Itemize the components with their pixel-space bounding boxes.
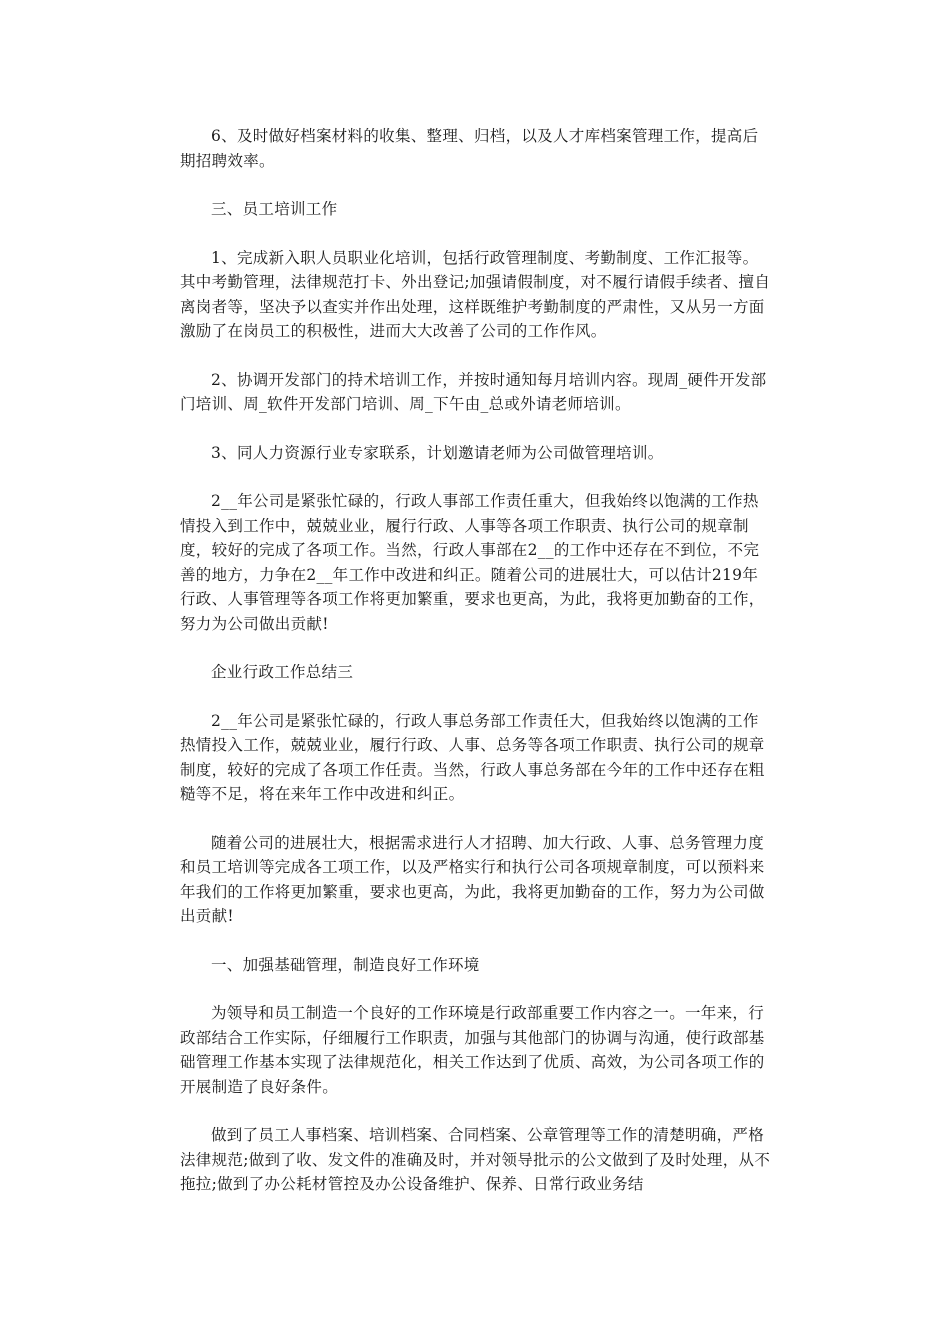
document-body [180,124,772,1221]
paragraph-work-environment: 为领导和员工制造一个良好的工作环境是行政部重要工作内容之一。一年来，行政部结合工作实际，仔细履行工作职责，加强与其他部门的协调与沟通，使行政部基础管理工作基本实现了法律规范化，相关工作达到了优质、高效，为公司各项工作的开展制造了良好条件。 [180,1004,765,1096]
section-heading-summary-three: 企业行政工作总结三 [211,663,354,681]
section-heading-basic-management: 一、加强基础管理，制造良好工作环境 [211,955,480,974]
paragraph-archive-management: 6、及时做好档案材料的收集、整理、归档，以及人才库档案管理工作，提高后期招聘效率。 [180,127,759,170]
paragraph-annual-summary: 2__年公司是紧张忙碌的，行政人事部工作责任重大，但我始终以饱满的工作热情投入到工作中，兢兢业业，履行行政、人事等各项工作职责、执行公司的规章制度，较好的完成了各项工作。当然，行政人事部在2__的工作中还存在不到位，不完善的地方，力争在2__年工作中改进和纠正。随着公司的进展壮大，可以估计219年行政、人事管理等各项工作将更加繁重，要求也更高，为此，我将更加勤奋的工作，努力为公司做出贡献! [180,492,765,633]
paragraph-expert-contact: 3、同人力资源行业专家联系，计划邀请老师为公司做管理培训。 [211,443,664,462]
paragraph-company-growth: 随着公司的进展壮大，根据需求进行人才招聘、加大行政、人事、总务管理力度和员工培训等完成各工项工作，以及严格实行和执行公司各项规章制度，可以预料来年我们的工作将更加繁重，要求也更高，为此，我将更加勤奋的工作，努力为公司做出贡献! [180,833,765,925]
paragraph-technical-training: 2、协调开发部门的持术培训工作，并按时通知每月培训内容。现周_硬件开发部门培训、周_软件开发部门培训、周_下午由_总或外请老师培训。 [180,370,767,413]
paragraph-hr-general-affairs: 2__年公司是紧张忙碌的，行政人事总务部工作责任大，但我始终以饱满的工作热情投入工作，兢兢业业，履行行政、人事、总务等各项工作职责、执行公司的规章制度，较好的完成了各项工作任责。当然，行政人事总务部在今年的工作中还存在粗糙等不足，将在来年工作中改进和纠正。 [180,711,765,803]
paragraph-archives-documents: 做到了员工人事档案、培训档案、合同档案、公章管理等工作的清楚明确，严格法律规范;做到了收、发文件的准确及时，并对领导批示的公文做到了及时处理，从不拖拉;做到了办公耗材管控及办公设备维护、保养、日常行政业务结 [180,1126,771,1193]
paragraph-onboarding-training: 1、完成新入职人员职业化培训，包括行政管理制度、考勤制度、工作汇报等。其中考勤管理，法律规范打卡、外出登记;加强请假制度，对不履行请假手续者、擅自离岗者等，坚决予以查实并作出处理，这样既维护考勤制度的严肃性，又从另一方面激励了在岗员工的积极性，进而大大改善了公司的工作作风。 [180,248,771,340]
section-heading-training: 三、员工培训工作 [211,200,338,218]
